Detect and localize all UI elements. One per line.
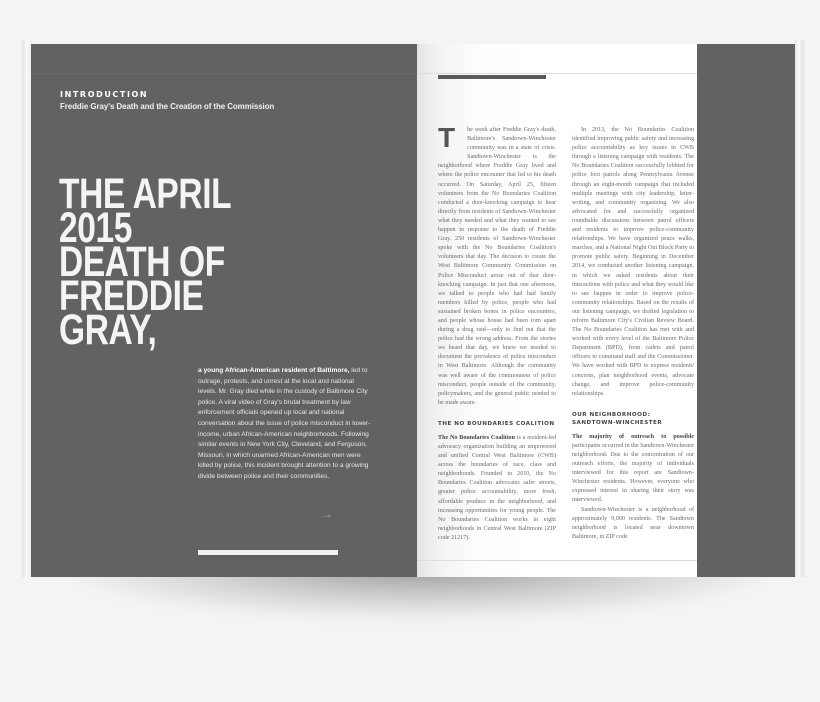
paragraph-lead: The No Boundaries Coalition bbox=[438, 434, 515, 441]
left-page bbox=[31, 44, 417, 577]
headline-line: 2015 bbox=[59, 204, 133, 252]
headline-line: THE APRIL bbox=[59, 170, 232, 218]
page-guide-line bbox=[31, 73, 417, 74]
body-paragraph: Sandtown-Winchester is a neighborhood of approximately 9,000 residents. The Sandtown neighborhood is located near downtown Baltimore, in ZIP code bbox=[572, 506, 694, 540]
right-page-dark-panel bbox=[697, 44, 795, 577]
decorative-rule bbox=[198, 550, 338, 555]
body-paragraph: In 2013, the No Boundaries Coalition identified improving public safety and increasing police accountability as key issues in CWB through a listening campaign with residents. The No Boundaries Coalition successfully lobbied for police foot patrols along Pennsylvania Avenue through an eight-month campaign that included multiple meetings with city leadership, letter-writing, and community organizing. We also advocated for and successfully organized roundtable discussions between patrol officers and residents to improve police-community relationships. We have organized peace walks, marches, and a National Night Out Block Party to promote public safety. Beginning in December 2014, we conducted another listening campaign, in which we asked residents about their interactions with police and what they would like to see happen in order to improve police-community relationships. Based on the results of our listening campaign, we drafted legislation to reform Baltimore City's Civilian Review Board. The No Boundaries Coalition has met with and worked with every level of the Baltimore Police Department (BPD), from cadets and patrol officers to command staff and the Commissioner. We have worked with BPD to express residents' concerns, plan neighborhood events, advocate change, and improve police-community relationships. bbox=[572, 127, 694, 397]
intro-lead: a young African-American resident of Baltimore, bbox=[198, 367, 350, 374]
decorative-rule bbox=[438, 75, 546, 79]
body-paragraph: he week after Freddie Gray's death, Baltimore's Sandtown-Winchester community was in a state of crisis. Sandtown-Winchester is the neighborhood where Freddie Gray lived and where the police encounter that led to his death occurred. On Saturday, April 25, fifteen volunteers from the No Boundaries Coalition conducted a door-knocking campaign to hear directly from residents of Sandtown-Winchester what they needed and what they wanted to see happen in response to the death of Freddie Gray. 250 residents of Sandtown-Winchester spoke with the No Boundaries Coalition's volunteers that day. The decision to create the West Baltimore Community Commission on Police Misconduct arose out of that door-knocking campaign. In just that one afternoon, we talked to people who had had family members killed by police, people who had sustained broken bones in police encounters, and people whose house had been torn apart during a drug raid—only to find out that the police had the wrong address. From the stories we heard that day, we knew we needed to document the prevalence of police misconduct in West Baltimore. Although the community was well aware of the commonness of police misconduct, people outside of the community, policymakers, and the general public needed to be made aware. bbox=[438, 127, 556, 406]
text-column-2 bbox=[572, 126, 694, 542]
section-heading: THE NO BOUNDARIES COALITION bbox=[438, 420, 555, 427]
paragraph-lead: The majority of outreach to possible bbox=[572, 433, 694, 440]
intro-paragraph bbox=[198, 366, 373, 483]
section-kicker: INTRODUCTION bbox=[60, 90, 149, 99]
body-paragraph: participants occurred in the Sandtown-Winchester neighborhood. Due to the concentration of our outreach efforts, the majority of individuals interviewed for this report are Sandtown-Winchester residents. However, everyone who expressed interest in sharing their story was interviewed. bbox=[572, 442, 694, 504]
page-stack-right-edge bbox=[795, 40, 807, 577]
body-paragraph: is a resident-led advocacy organization building an empowered and unified Central West Baltimore (CWB) across the boundaries of race, class and neighborhoods. Founded in 2010, the No Boundaries Coalition advocates safer streets, greater police accountability, more fresh, affordable produce in the neighborhood, and increasing opportunities for young people. The No Boundaries Coalition works in eight neighborhoods in Central West Baltimore (ZIP code 21217). bbox=[438, 434, 556, 541]
section-heading-line: SANDTOWN-WINCHESTER bbox=[572, 419, 663, 426]
chapter-subtitle: Freddie Gray's Death and the Creation of the Commission bbox=[60, 102, 275, 111]
right-page bbox=[417, 44, 697, 577]
arrow-right-icon: → bbox=[321, 507, 333, 521]
section-heading-line: OUR NEIGHBORHOOD: bbox=[572, 411, 651, 418]
intro-body: led to outrage, protests, and unrest at the local and national levels. Mr. Gray died while in the custody of Baltimore City police. A viral video of Gray's brutal treatment by law enforcement officials opened up local and national conversation about the issue of police misconduct in lower-income, urban African-American neighborhoods. Following similar events in New York City, Cleveland, and Ferguson, Missouri, in which unarmed African-American men were killed by police, this incident brought attention to a growing divide between police and their communities. bbox=[198, 367, 371, 480]
headline-line: FREDDIE bbox=[59, 272, 204, 320]
text-column-1 bbox=[438, 122, 556, 543]
section-heading bbox=[572, 411, 694, 427]
page-guide-line bbox=[417, 73, 697, 74]
chapter-headline bbox=[59, 170, 232, 354]
headline-line: GRAY, bbox=[59, 306, 157, 354]
drop-cap: T bbox=[438, 122, 456, 153]
headline-line: DEATH OF bbox=[59, 238, 225, 286]
page-stack-left-edge bbox=[18, 40, 32, 577]
page-guide-line bbox=[417, 560, 697, 561]
